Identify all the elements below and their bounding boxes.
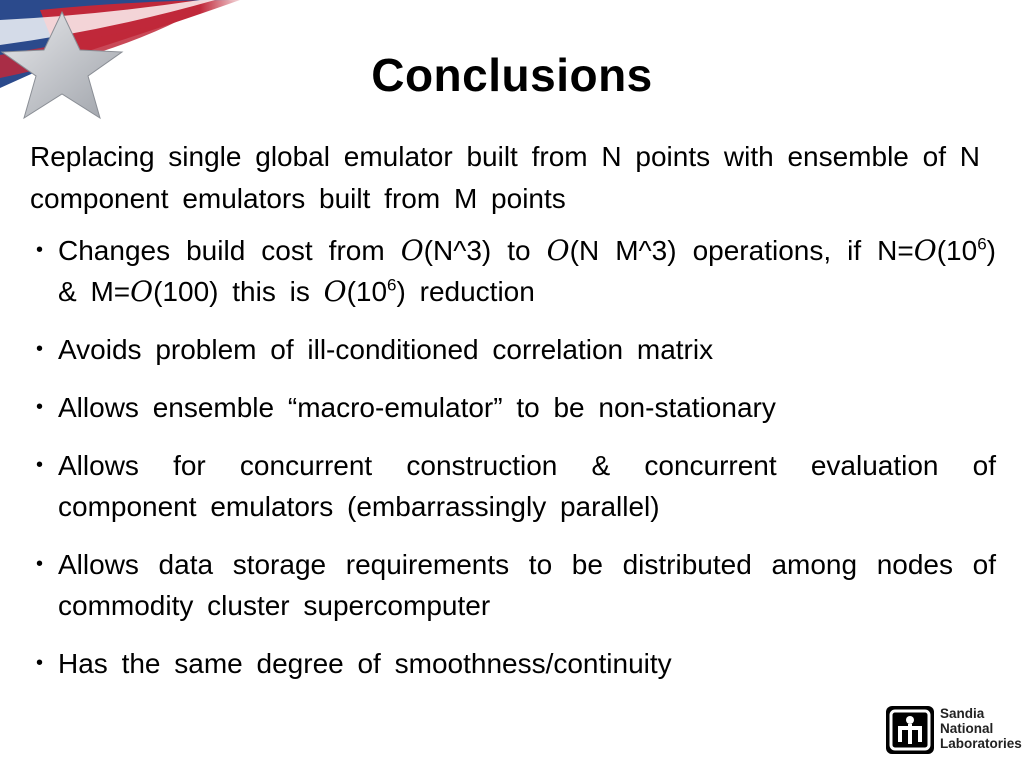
list-item bbox=[30, 544, 996, 626]
slide-title: Conclusions bbox=[371, 49, 653, 101]
bullet-text: Allows ensemble “macro-emulator” to be non-stationary bbox=[58, 392, 776, 423]
list-item bbox=[30, 387, 996, 428]
big-o-symbol: O bbox=[323, 275, 347, 308]
big-o-symbol: O bbox=[400, 234, 424, 267]
sandia-logo bbox=[886, 706, 1022, 758]
superscript: 6 bbox=[387, 275, 397, 295]
list-item bbox=[30, 643, 996, 684]
bullet-text: Allows for concurrent construction & concurrent evaluation of component emulators (embarrassingly parallel) bbox=[58, 450, 996, 522]
list-item bbox=[30, 445, 996, 527]
bullet-text: Avoids problem of ill-conditioned correlation matrix bbox=[58, 334, 714, 365]
bullet-text: Allows data storage requirements to be distributed among nodes of commodity cluster supercomputer bbox=[58, 549, 996, 621]
bullet-dot: • bbox=[36, 239, 44, 261]
bullet-text: Has the same degree of smoothness/continuity bbox=[58, 648, 672, 679]
list-item bbox=[30, 329, 996, 370]
bullet-list bbox=[30, 230, 996, 701]
bullet-dot: • bbox=[36, 454, 44, 476]
superscript: 6 bbox=[977, 234, 987, 254]
logo-line-1: Sandia bbox=[940, 706, 985, 721]
big-o-symbol: O bbox=[913, 234, 937, 267]
bullet-dot: • bbox=[36, 338, 44, 360]
big-o-symbol: O bbox=[546, 234, 570, 267]
big-o-symbol: O bbox=[130, 275, 154, 308]
list-item: • Changes build cost from O(N^3) to O(N M^3) operations, if $N=O(10^6)$ & M=O(100) this is $O(10^6)$ reduction bbox=[30, 230, 996, 312]
bullet-dot: • bbox=[36, 396, 44, 418]
bullet-dot: • bbox=[36, 652, 44, 674]
sandia-thunderbird-icon bbox=[886, 706, 934, 754]
logo-line-2: National bbox=[940, 721, 994, 736]
bullet-dot: • bbox=[36, 553, 44, 575]
intro-text: Replacing single global emulator built from N points with ensemble of N component emulators built from M points bbox=[30, 141, 980, 214]
logo-line-3: Laboratories bbox=[940, 736, 1022, 751]
